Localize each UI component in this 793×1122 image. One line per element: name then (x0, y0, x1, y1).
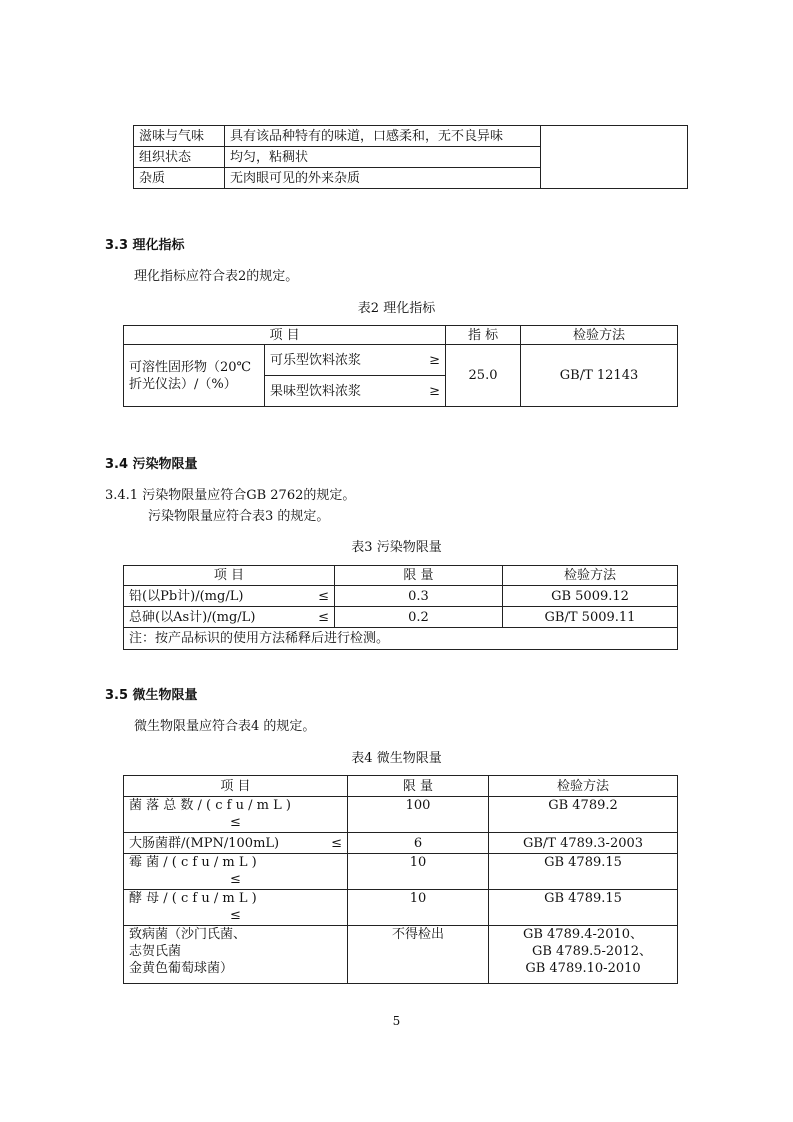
limit-cell: 10 (348, 854, 489, 890)
table-row (134, 126, 688, 147)
method-cell: GB 4789.15 (489, 890, 678, 926)
table-row (124, 926, 678, 984)
section-heading: 3.3 理化指标 (105, 238, 185, 253)
le-symbol: ≤ (230, 815, 241, 830)
table-caption: 表3 污染物限量 (351, 540, 442, 555)
page-number: 5 (392, 1014, 401, 1028)
table-note: 注：按产品标识的使用方法稀释后进行检测。 (124, 628, 678, 650)
ge-symbol: ≥ (429, 383, 441, 399)
item-cell (124, 797, 348, 833)
item-cell (124, 854, 348, 890)
table-note-row (124, 628, 678, 650)
table-row (124, 833, 678, 854)
method-cell: GB 5009.12 (503, 586, 678, 607)
paragraph: 微生物限量应符合表4 的规定。 (134, 719, 316, 734)
item-label: 总砷(以As计)/(mg/L) (129, 609, 256, 625)
item-label: 霉 菌 / ( c f u / m L ) (129, 855, 257, 870)
item-label: 酵 母 / ( c f u / m L ) (129, 891, 257, 906)
section-heading: 3.4 污染物限量 (105, 457, 198, 472)
table-cell: 杂质 (134, 168, 225, 189)
row-label-line: 可溶性固形物（20℃ (129, 359, 252, 375)
header-index: 指 标 (446, 326, 521, 345)
item-label: 大肠菌群/(MPN/100mL) (129, 835, 280, 851)
method-line: GB 4789.10-2010 (525, 961, 641, 976)
table-row (124, 607, 678, 628)
sub-item (265, 345, 446, 376)
header-limit: 限 量 (348, 776, 489, 797)
item-label-line: 金黄色葡萄球菌） (129, 961, 234, 976)
sub-item (265, 376, 446, 407)
sensory-table (133, 125, 688, 189)
table-cell: 无肉眼可见的外来杂质 (225, 168, 541, 189)
limit-cell: 100 (348, 797, 489, 833)
microbial-table (123, 775, 678, 984)
table-caption: 表2 理化指标 (357, 301, 436, 316)
method-cell: GB 4789.2 (489, 797, 678, 833)
method-cell (489, 926, 678, 984)
table-row (124, 797, 678, 833)
table-cell: 具有该品种特有的味道，口感柔和，无不良异味 (225, 126, 541, 147)
le-symbol: ≤ (230, 872, 241, 887)
limit-cell: 0.3 (335, 586, 503, 607)
header-method: 检验方法 (521, 326, 678, 345)
item-cell (124, 926, 348, 984)
table-row (124, 890, 678, 926)
table-header-row (124, 776, 678, 797)
table-row (124, 854, 678, 890)
table-cell: 均匀，粘稠状 (225, 147, 541, 168)
limit-cell: 不得检出 (348, 926, 489, 984)
header-item: 项 目 (124, 566, 335, 586)
item-cell (124, 586, 335, 607)
index-value: 25.0 (446, 345, 521, 407)
item-label: 菌 落 总 数 / ( c f u / m L ) (129, 798, 291, 813)
sub-item-label: 可乐型饮料浓浆 (270, 352, 362, 368)
table-cell: 滋味与气味 (134, 126, 225, 147)
le-symbol: ≤ (318, 588, 329, 604)
table-caption: 表4 微生物限量 (351, 751, 442, 766)
item-cell (124, 607, 335, 628)
section-heading: 3.5 微生物限量 (105, 688, 198, 703)
paragraph: 污染物限量应符合表3 的规定。 (148, 509, 330, 524)
le-symbol: ≤ (331, 835, 342, 851)
limit-cell: 6 (348, 833, 489, 854)
method-line: GB 4789.4-2010、 (522, 927, 644, 942)
method-line: GB 4789.5-2012、 (531, 944, 653, 959)
limit-cell: 0.2 (335, 607, 503, 628)
physchem-table (123, 325, 678, 407)
row-label-line: 折光仪法）/（%） (129, 376, 237, 392)
sub-item-label: 果味型饮料浓浆 (270, 383, 362, 399)
item-cell (124, 833, 348, 854)
table-cell-method (541, 126, 688, 189)
table-row (124, 345, 678, 376)
table-header-row (124, 326, 678, 345)
ge-symbol: ≥ (429, 352, 441, 368)
table-row (124, 586, 678, 607)
item-cell (124, 890, 348, 926)
header-limit: 限 量 (335, 566, 503, 586)
table-cell: 组织状态 (134, 147, 225, 168)
table-header-row (124, 566, 678, 586)
paragraph: 理化指标应符合表2的规定。 (134, 269, 299, 284)
item-label-line: 致病菌（沙门氏菌、 (129, 927, 247, 942)
method-cell: GB/T 5009.11 (503, 607, 678, 628)
row-label (124, 345, 265, 407)
header-item: 项 目 (124, 326, 446, 345)
header-method: 检验方法 (489, 776, 678, 797)
method-cell: GB/T 4789.3-2003 (489, 833, 678, 854)
header-item: 项 目 (124, 776, 348, 797)
item-label-line: 志贺氏菌 (129, 944, 182, 959)
contaminant-table (123, 565, 678, 650)
le-symbol: ≤ (230, 908, 241, 923)
paragraph: 3.4.1 污染物限量应符合GB 2762的规定。 (105, 488, 356, 503)
item-label: 铅(以Pb计)/(mg/L) (129, 588, 244, 604)
limit-cell: 10 (348, 890, 489, 926)
method-cell: GB 4789.15 (489, 854, 678, 890)
header-method: 检验方法 (503, 566, 678, 586)
method-value: GB/T 12143 (521, 345, 678, 407)
le-symbol: ≤ (318, 609, 329, 625)
